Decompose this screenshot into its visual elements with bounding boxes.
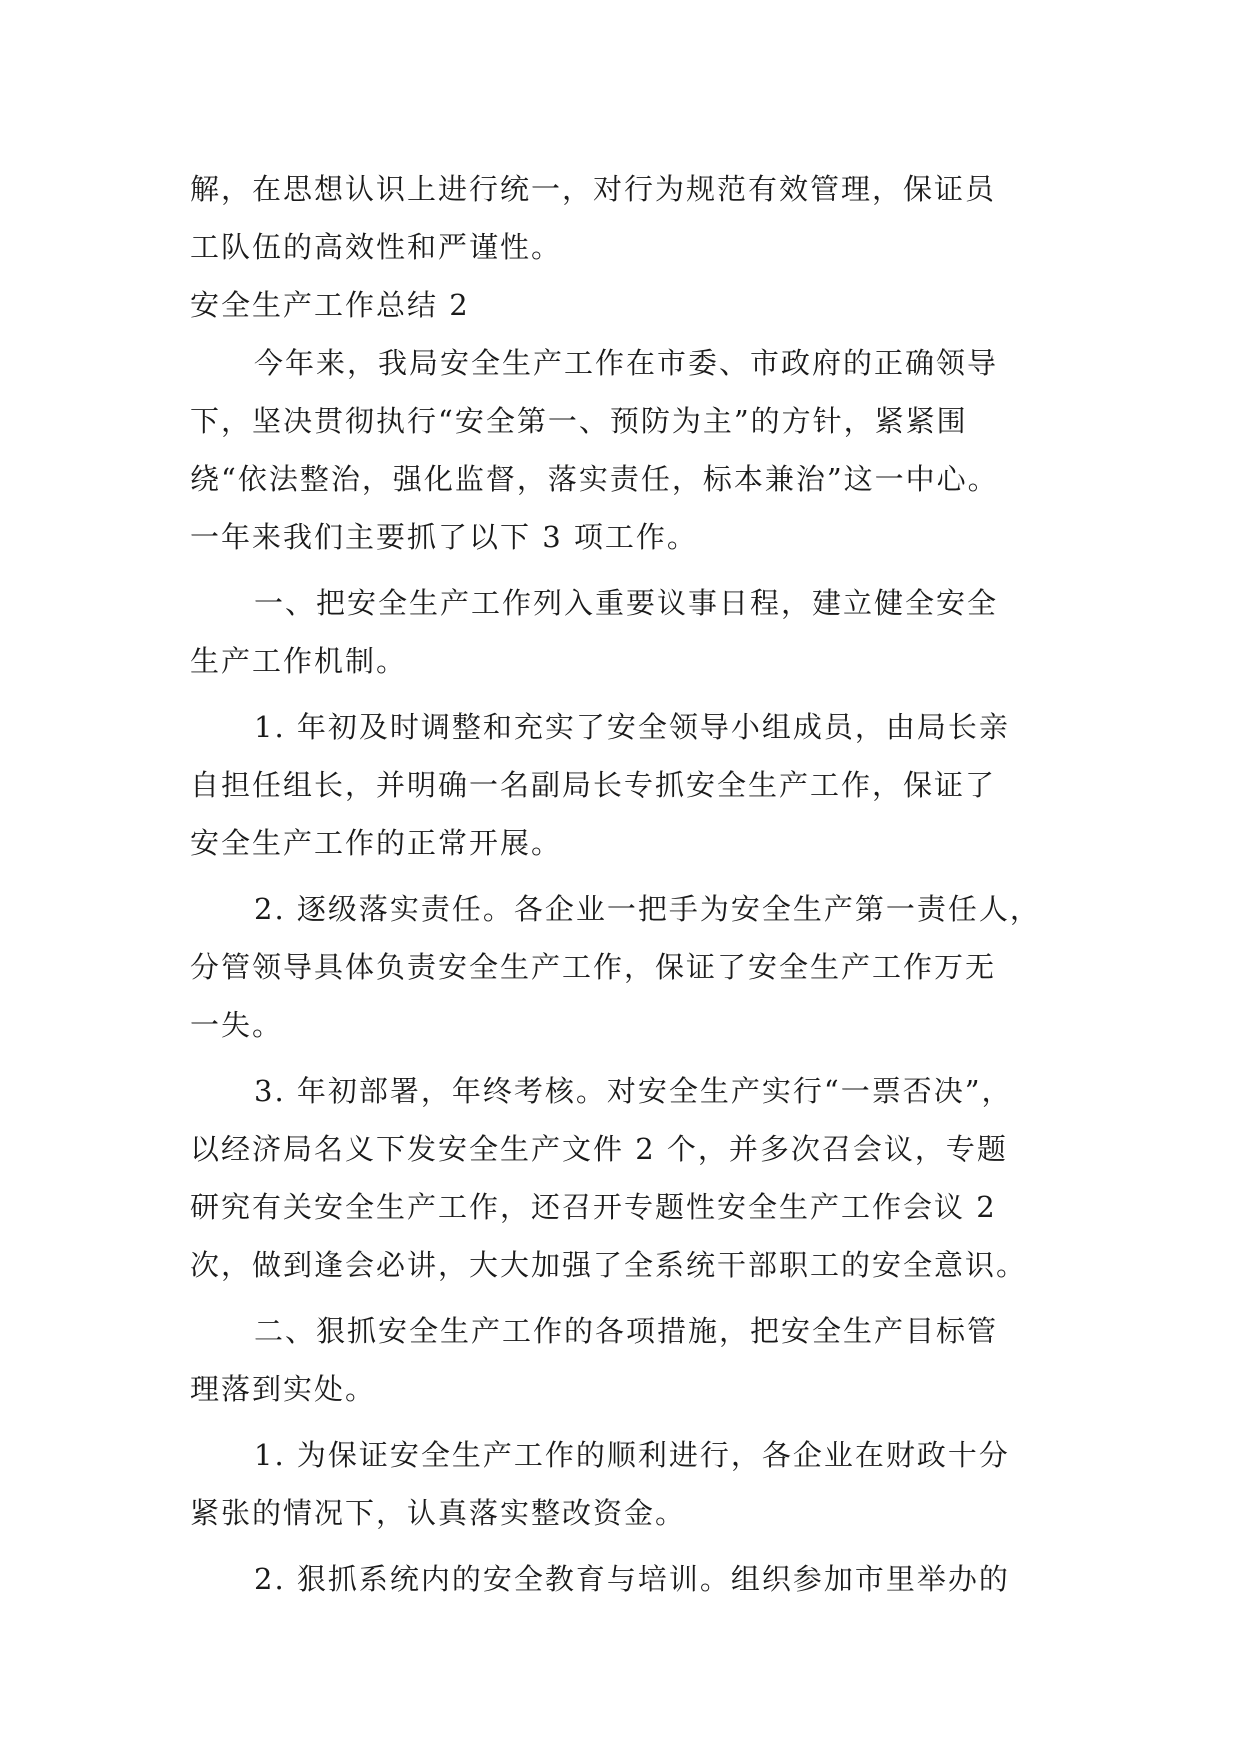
text-line: 生产工作机制。 [190, 644, 408, 678]
heading-line: 安全生产工作总结 2 [190, 288, 470, 322]
text-line: 研究有关安全生产工作，还召开专题性安全生产工作会议 2 [190, 1190, 997, 1224]
text-line: 一、把安全生产工作列入重要议事日程，建立健全安全 [254, 586, 999, 620]
para-part-two [190, 1302, 1050, 1418]
text-line: 次，做到逢会必讲，大大加强了全系统干部职工的安全意识。 [190, 1248, 1028, 1282]
text-line: 以经济局名义下发安全生产文件 2 个，并多次召会议，专题 [190, 1132, 1008, 1166]
text-line: 1. 年初及时调整和充实了安全领导小组成员，由局长亲 [254, 710, 1010, 744]
text-line: 紧张的情况下，认真落实整改资金。 [190, 1496, 687, 1530]
text-line: 2. 狠抓系统内的安全教育与培训。组织参加市里举办的 [254, 1562, 1010, 1596]
para-continuation [190, 160, 1050, 276]
text-line: 理落到实处。 [190, 1372, 377, 1406]
text-line: 今年来，我局安全生产工作在市委、市政府的正确领导 [254, 346, 999, 380]
text-line: 二、狠抓安全生产工作的各项措施，把安全生产目标管 [254, 1314, 999, 1348]
para-item-1-2 [190, 880, 1050, 1054]
para-item-2-2 [190, 1550, 1050, 1608]
text-line: 自担任组长，并明确一名副局长专抓安全生产工作，保证了 [190, 768, 997, 802]
section-heading [190, 276, 1050, 334]
document-body [190, 160, 1050, 1608]
text-line: 绕“依法整治，强化监督，落实责任，标本兼治”这一中心。 [190, 462, 999, 496]
para-intro [190, 334, 1050, 566]
text-line: 分管领导具体负责安全生产工作，保证了安全生产工作万无 [190, 950, 997, 984]
para-item-1-3 [190, 1062, 1050, 1294]
text-line: 解，在思想认识上进行统一，对行为规范有效管理，保证员 [190, 172, 997, 206]
text-line: 安全生产工作的正常开展。 [190, 826, 563, 860]
text-line: 3. 年初部署，年终考核。对安全生产实行“一票否决”， [254, 1074, 1013, 1108]
text-line: 下，坚决贯彻执行“安全第一、预防为主”的方针，紧紧围 [190, 404, 968, 438]
text-line: 一年来我们主要抓了以下 3 项工作。 [190, 520, 698, 554]
para-item-2-1 [190, 1426, 1050, 1542]
text-line: 2. 逐级落实责任。各企业一把手为安全生产第一责任人， [254, 892, 1041, 926]
text-line: 一失。 [190, 1008, 284, 1042]
para-part-one [190, 574, 1050, 690]
para-item-1-1 [190, 698, 1050, 872]
text-line: 1. 为保证安全生产工作的顺利进行，各企业在财政十分 [254, 1438, 1010, 1472]
text-line: 工队伍的高效性和严谨性。 [190, 230, 563, 264]
